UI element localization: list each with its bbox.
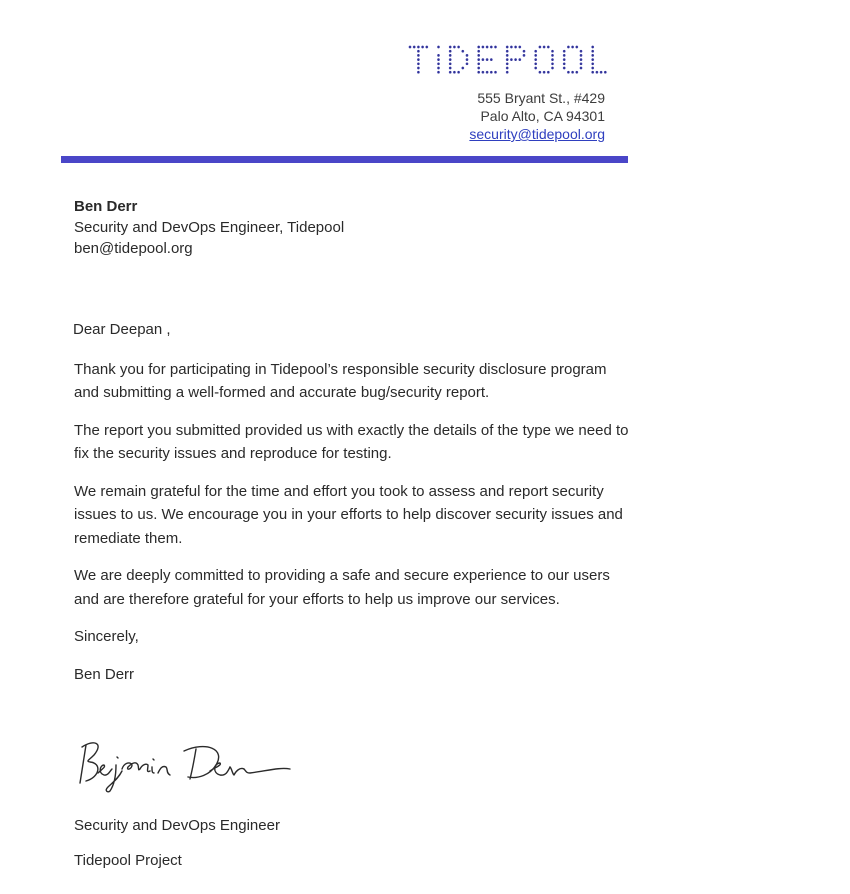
paragraph-1: Thank you for participating in Tidepool’s responsible security disclosure program and submitting a well-formed and accurate bug/security report.	[74, 360, 607, 401]
signer-title: Security and DevOps Engineer	[74, 817, 280, 834]
paragraph-3: We remain grateful for the time and effort you took to assess and report security issues to us. We encourage you in your efforts to help discover security issues and remediate them.	[74, 482, 623, 547]
signer-block	[74, 814, 280, 883]
address-line-2: Palo Alto, CA 94301	[480, 108, 605, 124]
salutation: Dear Deepan ,	[73, 321, 171, 338]
sender-title: Security and DevOps Engineer, Tidepool	[74, 219, 345, 236]
security-email-link[interactable]: security@tidepool.org	[469, 126, 605, 142]
sender-block	[74, 196, 344, 259]
company-address	[469, 89, 605, 143]
header-divider	[61, 156, 628, 163]
letter-body	[74, 318, 634, 700]
signer-org: Tidepool Project	[74, 851, 182, 869]
closing: Sincerely,	[74, 628, 139, 645]
handwritten-signature	[76, 735, 296, 797]
address-line-1: 555 Bryant St., #429	[477, 90, 605, 106]
sender-email: ben@tidepool.org	[74, 240, 193, 257]
paragraph-2: The report you submitted provided us with exactly the details of the type we need to fix the security issues and reproduce for testing.	[74, 421, 629, 462]
paragraph-4: We are deeply committed to providing a safe and secure experience to our users and are therefore grateful for your efforts to help us improve our services.	[74, 567, 610, 608]
sender-name: Ben Derr	[74, 198, 138, 215]
tidepool-logo	[408, 44, 608, 76]
signer-name: Ben Derr	[74, 665, 135, 683]
